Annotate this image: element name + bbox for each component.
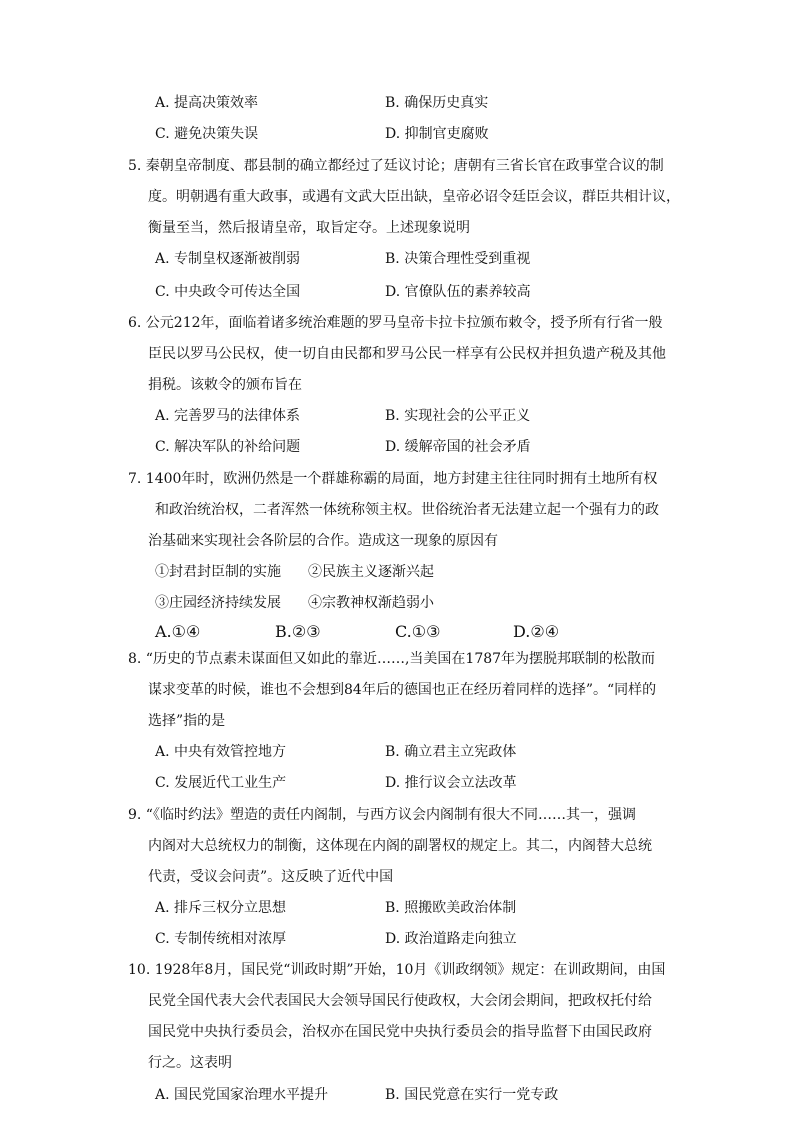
q10-stem-line-4: 行之。这表明 bbox=[148, 1055, 232, 1071]
q7-option-c: C.①③ bbox=[395, 622, 441, 641]
q7-item-4: ④宗教神权渐趋弱小 bbox=[308, 595, 434, 611]
q5-option-c: C. 中央政令可传达全国 bbox=[155, 284, 301, 300]
q5-option-a: A. 专制皇权逐渐被削弱 bbox=[155, 251, 301, 267]
q8-stem-line-2: 谋求变革的时候，谁也不会想到84年后的德国也正在经历着同样的选择”。“同样的 bbox=[148, 682, 657, 698]
q8-option-d: D. 推行议会立法改革 bbox=[385, 775, 517, 791]
q10-stem-line-2: 民党全国代表大会代表国民大会领导国民行使政权，大会闭会期间，把政权托付给 bbox=[148, 993, 652, 1009]
q8-stem-line-1: 8. “历史的节点素未谋面但又如此的靠近……,当美国在1787年为摆脱邦联制的松散而 bbox=[128, 651, 656, 667]
q7-option-d: D.②④ bbox=[513, 622, 560, 641]
q6-option-b: B. 实现社会的公平正义 bbox=[385, 408, 531, 424]
q9-option-a: A. 排斥三权分立思想 bbox=[155, 900, 287, 916]
q7-stem-line-3: 治基础来实现社会各阶层的合作。造成这一现象的原因有 bbox=[148, 533, 498, 549]
q7-item-1: ①封君封臣制的实施 bbox=[155, 564, 281, 580]
q8-option-b: B. 确立君主立宪政体 bbox=[385, 744, 517, 760]
q4-option-c: C. 避免决策失误 bbox=[155, 126, 259, 142]
q4-option-a: A. 提高决策效率 bbox=[155, 95, 259, 111]
q7-stem-line-2: 和政治统治权，二者浑然一体统称领主权。世俗统治者无法建立起一个强有力的政 bbox=[155, 502, 659, 518]
q7-item-3: ③庄园经济持续发展 bbox=[155, 595, 281, 611]
q6-stem-line-1: 6. 公元212年，面临着诸多统治难题的罗马皇帝卡拉卡拉颁布敕令，授予所有行省一般 bbox=[128, 315, 663, 331]
q10-option-a: A. 国民党国家治理水平提升 bbox=[155, 1087, 329, 1103]
q7-stem-line-1: 7. 1400年时，欧洲仍然是一个群雄称霸的局面，地方封建主往往同时拥有土地所有权 bbox=[128, 471, 658, 487]
q5-stem-line-3: 衡量至当，然后报请皇帝，取旨定夺。上述现象说明 bbox=[148, 220, 470, 236]
q9-option-c: C. 专制传统相对浓厚 bbox=[155, 931, 287, 947]
q4-option-d: D. 抑制官吏腐败 bbox=[385, 126, 489, 142]
q10-option-b: B. 国民党意在实行一党专政 bbox=[385, 1087, 559, 1103]
q6-option-a: A. 完善罗马的法律体系 bbox=[155, 408, 301, 424]
q6-stem-line-2: 臣民以罗马公民权，使一切自由民都和罗马公民一样享有公民权并担负遗产税及其他 bbox=[148, 346, 666, 362]
q7-option-b: B.②③ bbox=[275, 622, 321, 641]
q10-stem-line-1: 10. 1928年8月，国民党“训政时期”开始，10月《训政纲领》规定：在训政期间，由国 bbox=[128, 962, 666, 978]
q5-stem-line-1: 5. 秦朝皇帝制度、郡县制的确立都经过了廷议讨论；唐朝有三省长官在政事堂合议的制 bbox=[128, 158, 664, 174]
q6-option-c: C. 解决军队的补给问题 bbox=[155, 439, 301, 455]
q8-option-c: C. 发展近代工业生产 bbox=[155, 775, 287, 791]
q7-option-a: A.①④ bbox=[155, 622, 201, 641]
q9-stem-line-1: 9. “《临时约法》塑造的责任内阁制，与西方议会内阁制有很大不同……其一，强调 bbox=[128, 807, 636, 823]
q8-stem-line-3: 选择”指的是 bbox=[148, 713, 226, 729]
q9-option-d: D. 政治道路走向独立 bbox=[385, 931, 517, 947]
q7-item-2: ②民族主义逐渐兴起 bbox=[308, 564, 434, 580]
q4-option-b: B. 确保历史真实 bbox=[385, 95, 489, 111]
q5-stem-line-2: 度。明朝遇有重大政事，或遇有文武大臣出缺，皇帝必诏令廷臣会议，群臣共相计议， bbox=[148, 189, 680, 205]
q6-stem-line-3: 捐税。该敕令的颁布旨在 bbox=[148, 377, 302, 393]
q6-option-d: D. 缓解帝国的社会矛盾 bbox=[385, 439, 531, 455]
q8-option-a: A. 中央有效管控地方 bbox=[155, 744, 287, 760]
q9-stem-line-3: 代责，受议会问责”。这反映了近代中国 bbox=[148, 869, 394, 885]
q5-option-d: D. 官僚队伍的素养较高 bbox=[385, 284, 531, 300]
q10-stem-line-3: 国民党中央执行委员会，治权亦在国民党中央执行委员会的指导监督下由国民政府 bbox=[148, 1024, 652, 1040]
q5-option-b: B. 决策合理性受到重视 bbox=[385, 251, 531, 267]
q9-option-b: B. 照搬欧美政治体制 bbox=[385, 900, 517, 916]
q9-stem-line-2: 内阁对大总统权力的制衡，这体现在内阁的副署权的规定上。其二，内阁替大总统 bbox=[148, 838, 652, 854]
